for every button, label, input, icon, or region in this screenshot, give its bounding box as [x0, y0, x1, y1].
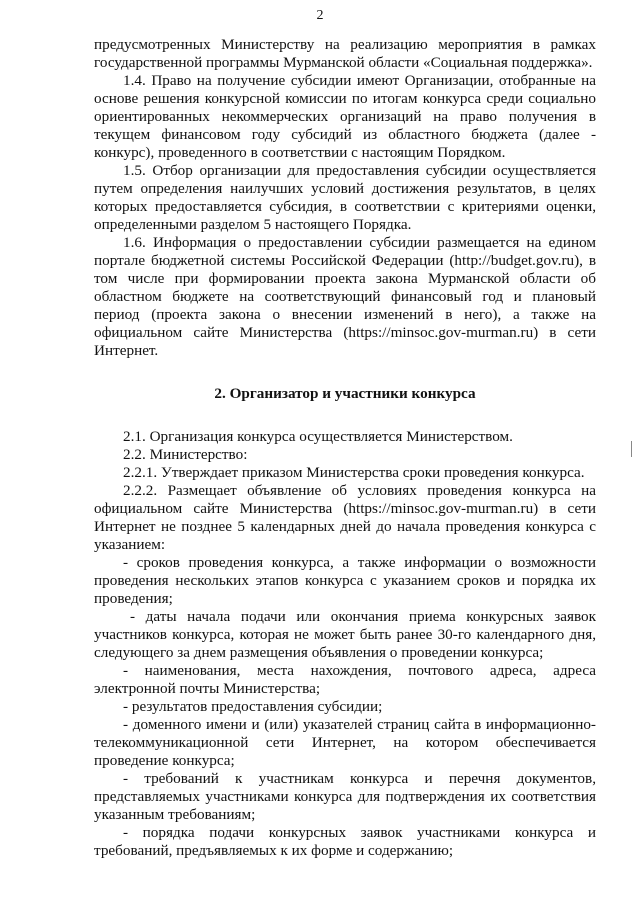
list-item: - результатов предоставления субсидии;	[123, 698, 383, 715]
paragraph: 2.2.1. Утверждает приказом Министерства сроки проведения конкурса.	[123, 464, 585, 481]
paragraph: 1.5. Отбор организации для предоставления субсидии осуществляется путем определения наилучших условий достижения результатов, в целях которых предоставляется субсидия, в соответствии с критериями оценки, определенными разделом 5 настоящего Порядка.	[94, 162, 596, 233]
list-item: - требований к участникам конкурса и перечня документов, представляемых участниками конкурса для подтверждения их соответствия указанным требованиям;	[94, 770, 596, 823]
paragraph: предусмотренных Министерству на реализацию мероприятия в рамках государственной программы Мурманской области «Социальная поддержка».	[94, 36, 596, 71]
paragraph: 1.4. Право на получение субсидии имеют Организации, отобранные на основе решения конкурсной комиссии по итогам конкурса среди социально ориентированных некоммерческих организаций на право получения в текущем финансовом году субсидий из областного бюджета (далее - конкурс), проведенного в соответствии с настоящим Порядком.	[94, 72, 596, 161]
paragraph: 2.2. Министерство:	[123, 446, 248, 463]
page-number: 2	[316, 8, 324, 23]
list-item: - доменного имени и (или) указателей страниц сайта в информационно-телекоммуникационной сети Интернет, на котором обеспечивается проведение конкурса;	[94, 716, 596, 769]
paragraph: 2.2.2. Размещает объявление об условиях проведения конкурса на официальном сайте Министерства (https://minsoc.gov-murman.ru) в сети Интернет не позднее 5 календарных дней до начала проведения конкурса с указанием:	[94, 482, 596, 553]
paragraph: 2.1. Организация конкурса осуществляется Министерством.	[123, 428, 513, 445]
list-item: - наименования, места нахождения, почтового адреса, адреса электронной почты Министерства;	[94, 662, 596, 697]
paragraph: 1.6. Информация о предоставлении субсидии размещается на едином портале бюджетной системы Российской Федерации (http://budget.gov.ru), в том числе при формировании проекта закона Мурманской области об областном бюджете на соответствующий финансовый год и плановый период (проекта закона о внесении изменений в него), а также на официальном сайте Министерства (https://minsoc.gov-murman.ru) в сети Интернет.	[94, 234, 596, 359]
list-item: - даты начала подачи или окончания приема конкурсных заявок участников конкурса, которая не может быть ранее 30-го календарного дня, следующего за днем размещения объявления о проведении конкурса;	[94, 608, 596, 661]
list-item: - порядка подачи конкурсных заявок участниками конкурса и требований, предъявляемых к их форме и содержанию;	[94, 824, 596, 859]
section-heading: 2. Организатор и участники конкурса	[214, 385, 476, 402]
margin-mark	[631, 441, 632, 457]
document-body	[94, 36, 596, 860]
list-item: - сроков проведения конкурса, а также информации о возможности проведения нескольких этапов конкурса с указанием сроков и порядка их проведения;	[94, 554, 596, 607]
